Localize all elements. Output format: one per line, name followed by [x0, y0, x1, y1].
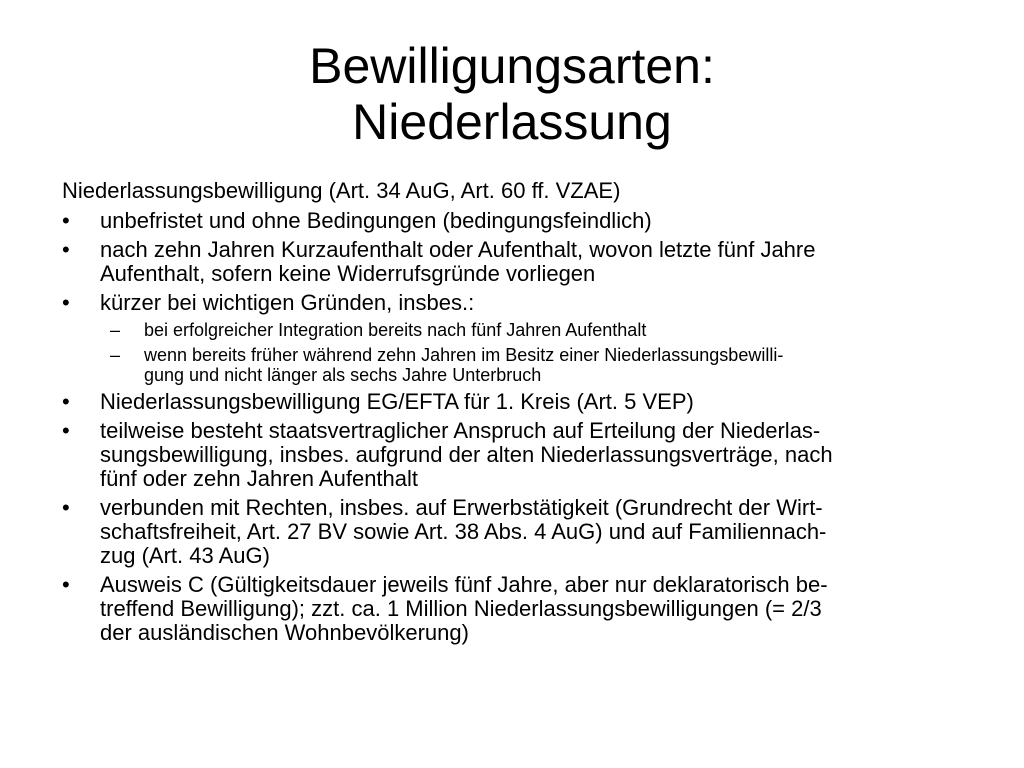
- sub-item: [62, 345, 962, 385]
- title-line: Niederlassung: [352, 94, 672, 150]
- sub-item-text: gung und nicht länger als sechs Jahre Unterbruch: [144, 365, 542, 385]
- sub-item-text: wenn bereits früher während zehn Jahren im Besitz einer Niederlassungsbewilli-: [144, 345, 784, 365]
- bullet-item: [62, 209, 962, 233]
- bullet-item: [62, 291, 962, 315]
- bullet-item: [62, 238, 962, 286]
- bullet-text: unbefristet und ohne Bedingungen (bedingungsfeindlich): [100, 208, 652, 233]
- bullet-text: zug (Art. 43 AuG): [100, 543, 270, 568]
- sub-item: [62, 320, 962, 340]
- bullet-text: sungsbewilligung, insbes. aufgrund der alten Niederlassungsverträge, nach: [100, 442, 833, 467]
- bullet-item: [62, 496, 962, 568]
- bullet-text: fünf oder zehn Jahren Aufenthalt: [100, 466, 419, 491]
- bullet-item: [62, 390, 962, 414]
- bullet-symbol: •: [62, 418, 70, 443]
- dash-symbol: –: [110, 345, 121, 365]
- bullet-symbol: •: [62, 495, 70, 520]
- slide-body: [62, 178, 962, 650]
- bullet-text: treffend Bewilligung); zzt. ca. 1 Million Niederlassungsbewilligungen (= 2/3: [100, 596, 822, 621]
- bullet-text: teilweise besteht staatsvertraglicher Anspruch auf Erteilung der Niederlas-: [100, 418, 821, 443]
- bullet-symbol: •: [62, 290, 70, 315]
- bullet-text: Niederlassungsbewilligung EG/EFTA für 1. Kreis (Art. 5 VEP): [100, 389, 694, 414]
- bullet-symbol: •: [62, 237, 70, 262]
- bullet-text: schaftsfreiheit, Art. 27 BV sowie Art. 38 Abs. 4 AuG) und auf Familiennach-: [100, 519, 827, 544]
- bullet-item: [62, 573, 962, 645]
- dash-symbol: –: [110, 320, 121, 340]
- bullet-text: der ausländischen Wohnbevölkerung): [100, 620, 469, 645]
- slide-title: [0, 38, 1024, 150]
- bullet-symbol: •: [62, 208, 70, 233]
- bullet-item: [62, 419, 962, 491]
- bullet-text: kürzer bei wichtigen Gründen, insbes.:: [100, 290, 475, 315]
- sub-item-text: bei erfolgreicher Integration bereits nach fünf Jahren Aufenthalt: [144, 320, 647, 340]
- bullet-text: Aufenthalt, sofern keine Widerrufsgründe vorliegen: [100, 261, 596, 286]
- bullet-symbol: •: [62, 572, 70, 597]
- title-line: Bewilligungsarten:: [309, 38, 715, 94]
- bullet-symbol: •: [62, 389, 70, 414]
- bullet-text: nach zehn Jahren Kurzaufenthalt oder Aufenthalt, wovon letzte fünf Jahre: [100, 237, 816, 262]
- bullet-text: Ausweis C (Gültigkeitsdauer jeweils fünf Jahre, aber nur deklaratorisch be-: [100, 572, 828, 597]
- bullet-text: verbunden mit Rechten, insbes. auf Erwerbstätigkeit (Grundrecht der Wirt-: [100, 495, 823, 520]
- lead-paragraph: Niederlassungsbewilligung (Art. 34 AuG, Art. 60 ff. VZAE): [62, 178, 621, 203]
